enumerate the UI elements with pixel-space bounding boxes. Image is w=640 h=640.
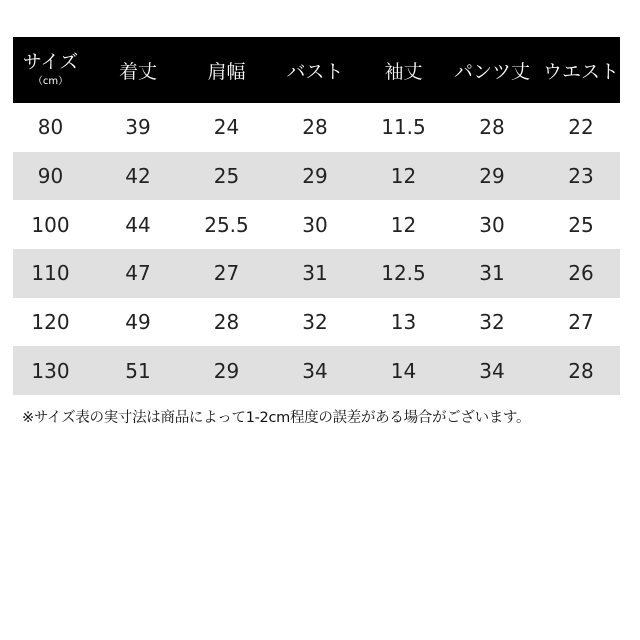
table-cell: 23 [568, 164, 594, 189]
table-cell: 28 [479, 115, 505, 140]
header-size [13, 52, 88, 87]
table-cell: 29 [479, 164, 505, 189]
header-size-unit: （cm） [32, 76, 69, 88]
table-cell: 24 [213, 115, 240, 140]
table-cell: 30 [302, 212, 328, 237]
header-pants-length: パンツ丈 [453, 60, 530, 83]
table-cell: 34 [479, 358, 505, 383]
table-cell: 100 [31, 212, 70, 237]
table-cell: 49 [125, 310, 151, 335]
table-cell: 90 [37, 164, 64, 189]
table-header-row [13, 37, 620, 103]
table-cell: 12 [390, 164, 417, 189]
table-cell: 39 [125, 115, 151, 140]
header-size-label: サイズ [22, 51, 79, 74]
table-cell: 110 [31, 261, 70, 286]
size-chart-table [13, 37, 620, 395]
table-cell: 30 [479, 212, 505, 237]
header-waist: ウエスト [542, 60, 619, 83]
table-row [13, 346, 620, 395]
table-cell: 34 [302, 358, 328, 383]
table-cell: 25 [568, 212, 594, 237]
table-cell: 28 [213, 310, 240, 335]
table-cell: 44 [125, 212, 151, 237]
table-row [13, 152, 620, 201]
table-cell: 22 [568, 115, 594, 140]
table-cell: 11.5 [381, 115, 426, 140]
table-cell: 12.5 [381, 261, 426, 286]
table-row [13, 249, 620, 298]
table-row [13, 298, 620, 347]
table-row [13, 103, 620, 152]
table-cell: 42 [125, 164, 151, 189]
table-cell: 31 [302, 261, 328, 286]
size-disclaimer-note: ※サイズ表の実寸法は商品によって1-2cm程度の誤差がある場合がございます。 [22, 410, 531, 426]
header-bust: バスト [286, 60, 344, 83]
table-cell: 29 [302, 164, 328, 189]
table-cell: 27 [568, 310, 594, 335]
table-cell: 13 [390, 310, 417, 335]
table-cell: 12 [390, 212, 417, 237]
table-cell: 32 [479, 310, 505, 335]
table-cell: 130 [31, 358, 70, 383]
table-cell: 31 [479, 261, 505, 286]
table-cell: 28 [302, 115, 328, 140]
header-length: 着丈 [118, 60, 157, 83]
table-cell: 80 [37, 115, 64, 140]
table-cell: 32 [302, 310, 328, 335]
header-shoulder: 肩幅 [207, 60, 246, 83]
table-cell: 25 [213, 164, 240, 189]
table-cell: 26 [568, 261, 594, 286]
table-cell: 14 [390, 358, 417, 383]
table-cell: 25.5 [204, 212, 249, 237]
table-cell: 51 [125, 358, 151, 383]
table-cell: 47 [125, 261, 151, 286]
table-cell: 28 [568, 358, 594, 383]
table-cell: 27 [213, 261, 240, 286]
table-cell: 120 [31, 310, 70, 335]
table-row [13, 200, 620, 249]
header-sleeve: 袖丈 [384, 60, 423, 83]
table-cell: 29 [213, 358, 240, 383]
